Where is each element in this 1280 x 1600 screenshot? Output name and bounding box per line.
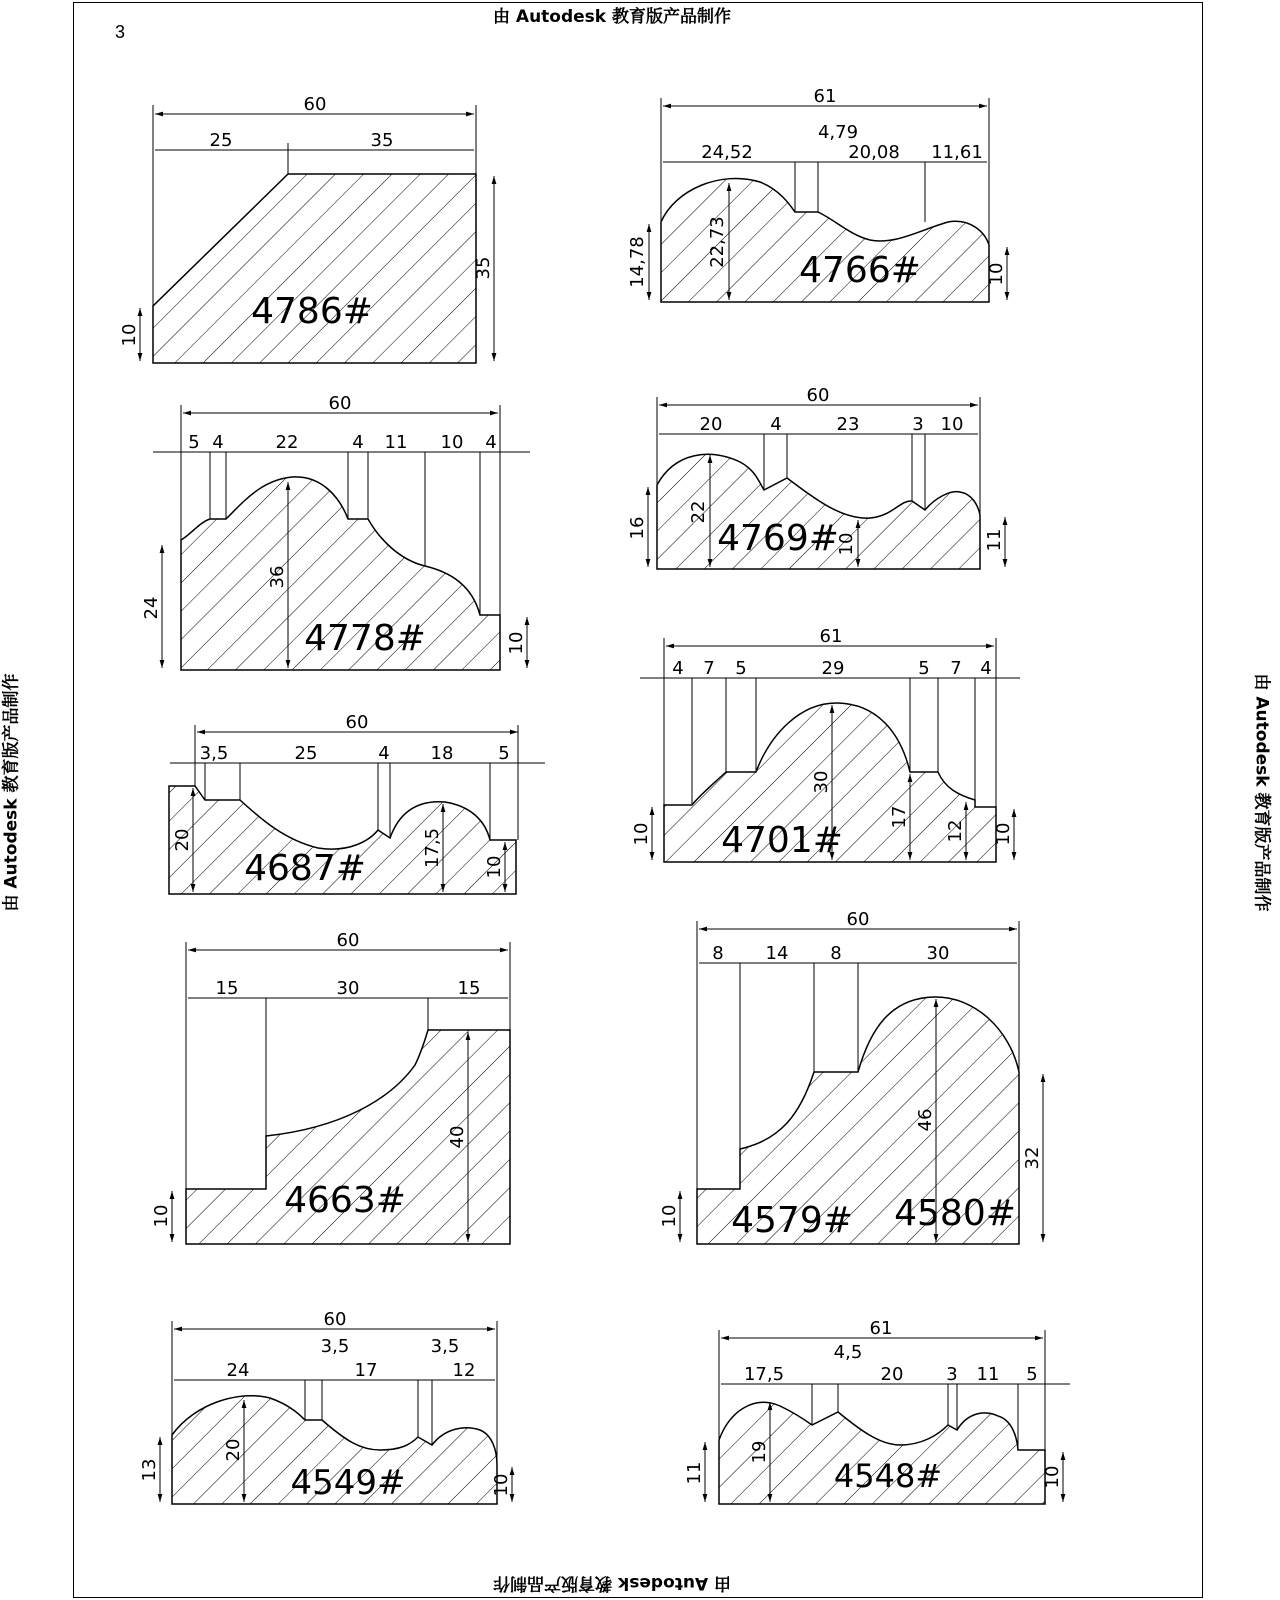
dim-4766-a: 24,52 <box>701 142 753 163</box>
dim-4701-h2: 30 <box>811 770 832 794</box>
dim-4786-width: 60 <box>303 94 327 115</box>
dim-4701-b: 7 <box>703 658 715 679</box>
dim-4778-g: 4 <box>485 432 497 453</box>
dim-4663-a: 15 <box>215 978 239 999</box>
dim-4778-b: 4 <box>212 432 224 453</box>
dim-4766-h1: 14,78 <box>627 236 648 288</box>
dim-4769-c: 23 <box>836 414 860 435</box>
dim-4778-h1: 24 <box>141 596 162 620</box>
dim-4548-b: 4,5 <box>833 1342 863 1363</box>
dim-4687-width: 60 <box>345 712 369 733</box>
page-number: 3 <box>115 22 126 42</box>
dim-4579-d: 30 <box>926 943 950 964</box>
profile-4766-label: 4766# <box>799 250 921 291</box>
dim-4769-a: 20 <box>699 414 723 435</box>
dim-4766-d: 11,61 <box>931 142 983 163</box>
watermark-top: 由 Autodesk 教育版产品制作 <box>493 7 732 27</box>
profile-4786-label: 4786# <box>251 291 373 332</box>
dim-4579-base: 10 <box>659 1204 680 1228</box>
watermark-bottom: 由 Autodesk 教育版产品制作 <box>493 1573 732 1593</box>
dim-4701-base: 10 <box>993 822 1014 846</box>
profile-4778-label: 4778# <box>304 618 426 659</box>
dim-4701-d: 29 <box>821 658 845 679</box>
profile-4549-label: 4549# <box>290 1463 406 1503</box>
dim-4778-width: 60 <box>328 393 352 414</box>
dim-4687-e: 5 <box>498 743 510 764</box>
dim-4766-width: 61 <box>813 86 837 107</box>
dim-4701-f: 7 <box>950 658 962 679</box>
dim-4766-b: 4,79 <box>817 122 859 143</box>
dim-4579-width: 60 <box>846 909 870 930</box>
dim-4549-h2: 20 <box>223 1438 244 1462</box>
dim-4778-e: 11 <box>384 432 408 453</box>
dim-4701-h4: 12 <box>945 819 966 843</box>
profile-4701-label: 4701# <box>721 820 843 861</box>
dim-4786-height: 35 <box>473 256 494 280</box>
dim-4701-a: 4 <box>672 658 684 679</box>
dim-4579-h2: 32 <box>1022 1146 1043 1170</box>
dim-4579-height: 46 <box>915 1108 936 1132</box>
dim-4548-h2: 19 <box>749 1440 770 1464</box>
dim-4769-h2: 22 <box>688 500 709 524</box>
dim-4769-h1: 16 <box>627 516 648 540</box>
dim-4778-h2: 36 <box>267 565 288 589</box>
dim-4701-g: 4 <box>980 658 992 679</box>
dim-4548-c: 20 <box>880 1364 904 1385</box>
dim-4548-a: 17,5 <box>743 1364 785 1385</box>
dim-4687-b: 25 <box>294 743 318 764</box>
dim-4549-a: 24 <box>226 1360 250 1381</box>
dim-4548-width: 61 <box>869 1318 893 1339</box>
profile-4579-label: 4579# <box>731 1200 853 1241</box>
dim-4778-d: 4 <box>352 432 364 453</box>
watermark-left: 由 Autodesk 教育版产品制作 <box>1 673 22 912</box>
dim-4687-h1: 20 <box>172 828 193 852</box>
dim-4548-d: 3 <box>946 1364 958 1385</box>
dim-4701-h1: 10 <box>631 822 652 846</box>
dim-4549-e: 12 <box>452 1360 476 1381</box>
dim-4663-width: 60 <box>336 930 360 951</box>
dim-4549-c: 17 <box>354 1360 378 1381</box>
dim-4548-e: 11 <box>976 1364 1000 1385</box>
dim-4701-h3: 17 <box>889 805 910 829</box>
profile-4786-shape <box>153 174 476 363</box>
dim-4579-b: 14 <box>765 943 789 964</box>
dim-4549-h1: 13 <box>139 1458 160 1482</box>
dim-4769-d: 3 <box>912 414 924 435</box>
profile-4663-label: 4663# <box>284 1180 406 1221</box>
dim-4687-base: 10 <box>484 855 505 879</box>
dim-4769-width: 60 <box>806 385 830 406</box>
dim-4548-f: 5 <box>1026 1364 1038 1385</box>
dim-4769-b: 4 <box>770 414 782 435</box>
dim-4663-c: 15 <box>457 978 481 999</box>
dim-4549-base: 10 <box>491 1473 512 1497</box>
dim-4579-a: 8 <box>712 943 724 964</box>
dim-4701-width: 61 <box>819 626 843 647</box>
profile-4687-label: 4687# <box>244 848 366 889</box>
dim-4663-b: 30 <box>336 978 360 999</box>
dim-4549-width: 60 <box>323 1309 347 1330</box>
dim-4549-d: 3,5 <box>430 1336 460 1357</box>
dim-4687-d: 18 <box>430 743 454 764</box>
dim-4687-a: 3,5 <box>199 743 229 764</box>
dim-4548-h1: 11 <box>684 1461 705 1485</box>
dim-4548-base: 10 <box>1042 1465 1063 1489</box>
dim-4663-height: 40 <box>447 1125 468 1149</box>
dim-4778-a: 5 <box>188 432 200 453</box>
dim-4549-b: 3,5 <box>320 1336 350 1357</box>
dim-4579-c: 8 <box>830 943 842 964</box>
watermark-right: 由 Autodesk 教育版产品制作 <box>1251 673 1272 912</box>
profile-4548-label: 4548# <box>833 1457 943 1495</box>
dim-4766-h2: 22,73 <box>707 216 728 268</box>
dim-4786-base: 10 <box>119 323 140 347</box>
dim-4687-c: 4 <box>378 743 390 764</box>
dim-4778-c: 22 <box>275 432 299 453</box>
dim-4778-f: 10 <box>440 432 464 453</box>
profile-4769-label: 4769# <box>717 518 839 559</box>
dim-4766-c: 20,08 <box>848 142 900 163</box>
dim-4769-h3: 10 <box>836 532 857 556</box>
dim-4663-base: 10 <box>151 1204 172 1228</box>
dim-4766-base: 10 <box>986 262 1007 286</box>
dim-4786-b: 35 <box>370 130 394 151</box>
dim-4769-e: 10 <box>940 414 964 435</box>
dim-4701-c: 5 <box>735 658 747 679</box>
profile-4580-label: 4580# <box>894 1193 1016 1234</box>
dim-4786-a: 25 <box>209 130 233 151</box>
dim-4769-base: 11 <box>984 528 1005 552</box>
dim-4687-h2: 17,5 <box>422 827 443 869</box>
dim-4701-e: 5 <box>918 658 930 679</box>
dim-4778-base: 10 <box>506 631 527 655</box>
